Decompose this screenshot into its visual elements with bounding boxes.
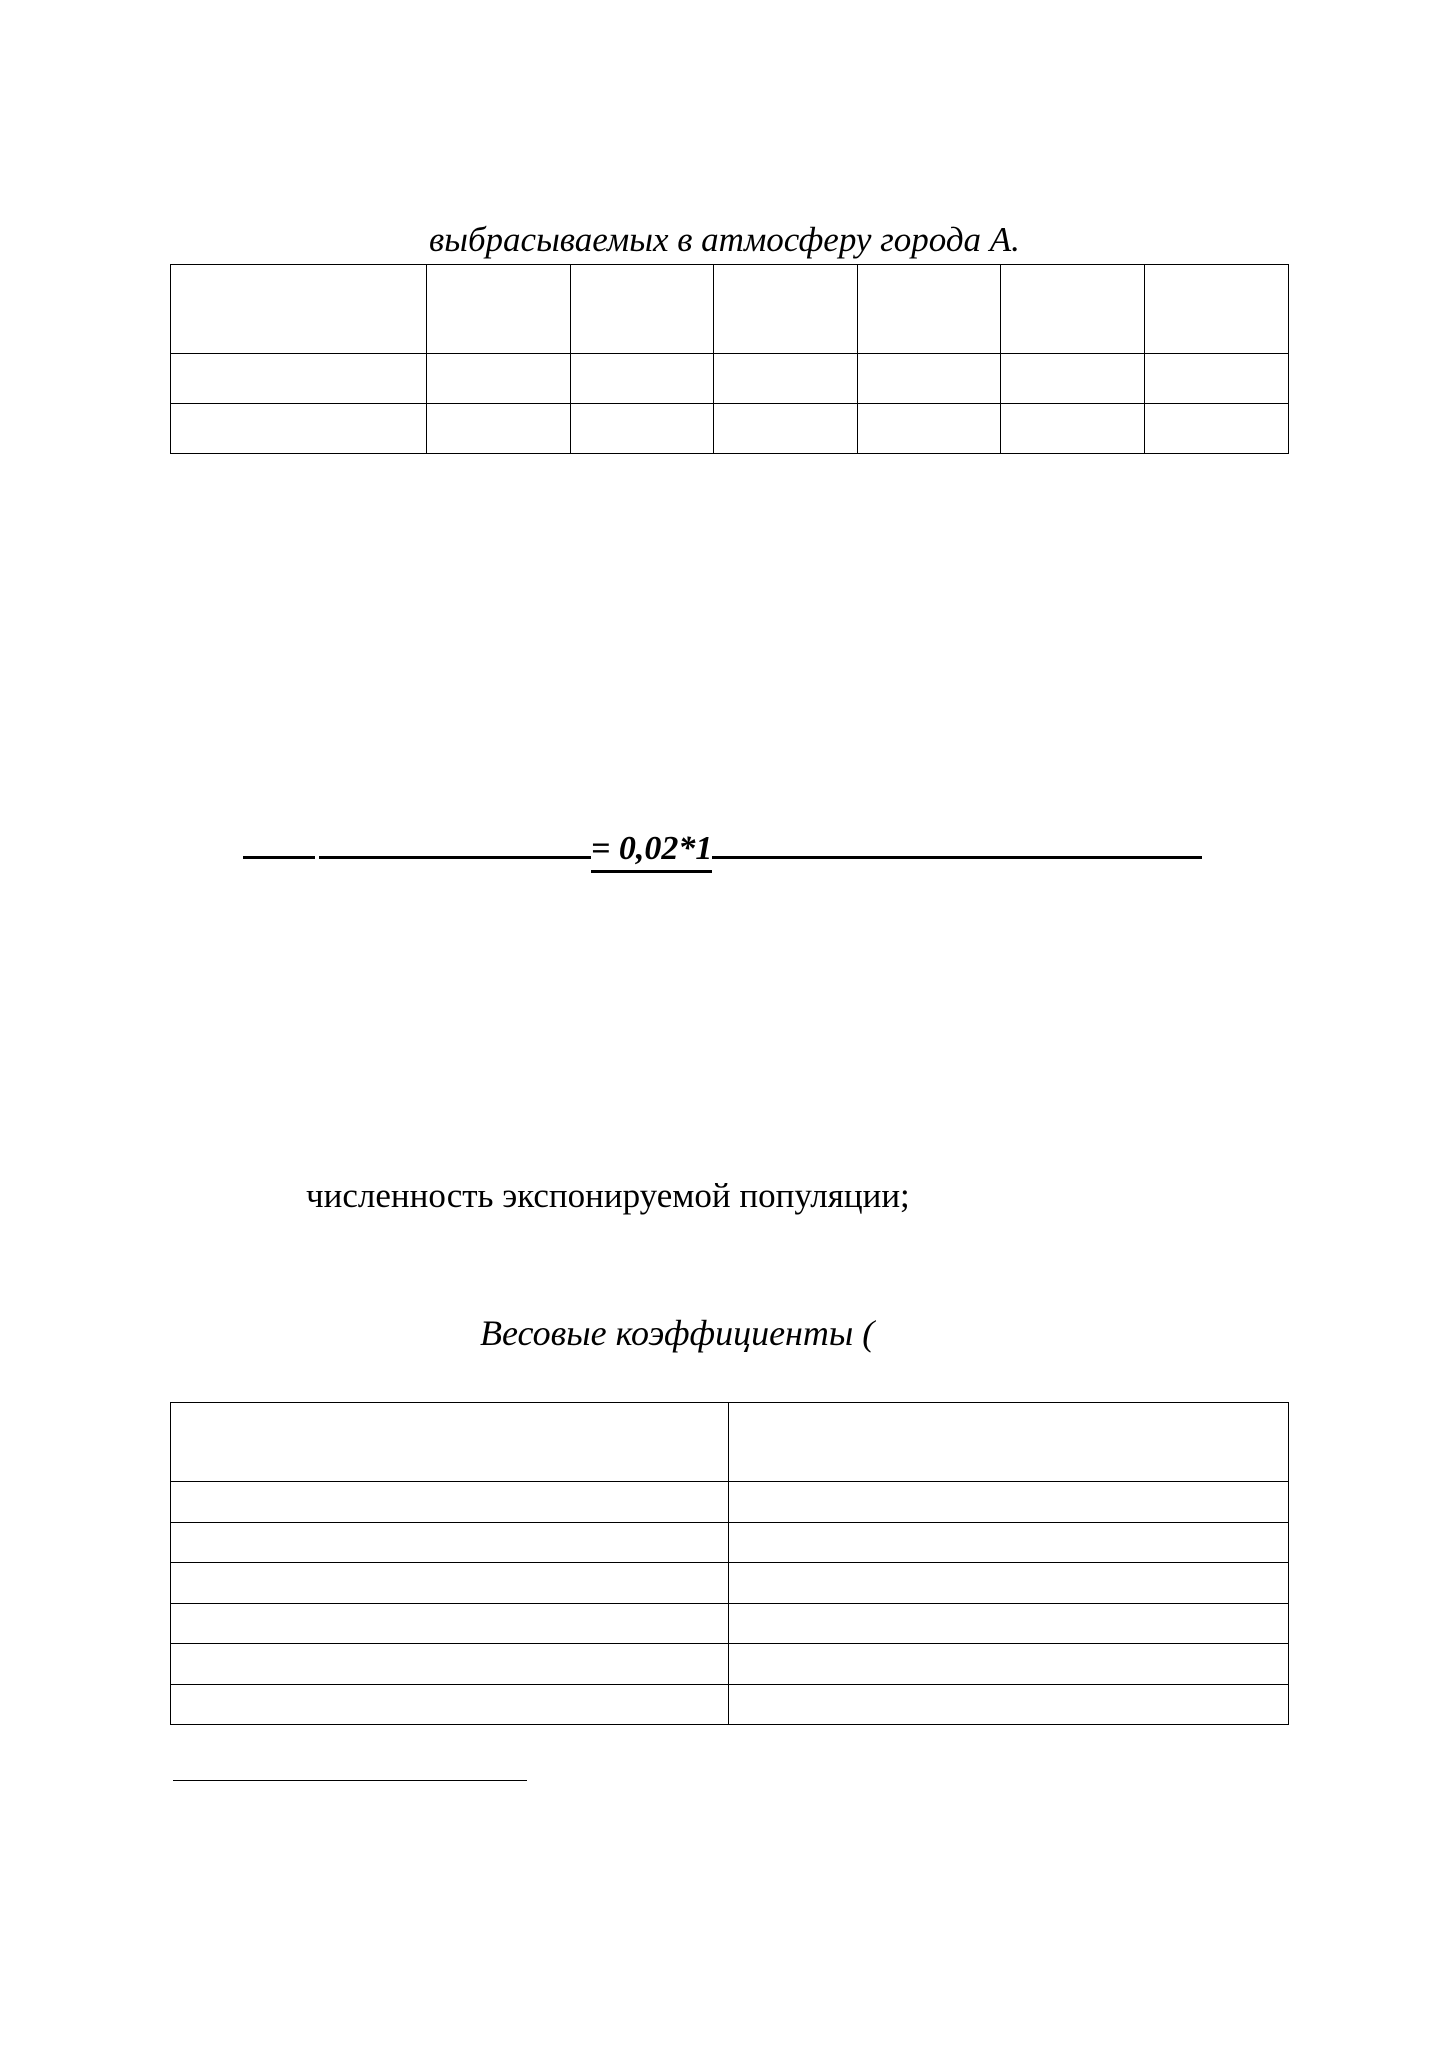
- table-row: [171, 404, 1289, 454]
- table-cell: [171, 354, 427, 404]
- table-cell: [171, 1603, 729, 1644]
- table-cell: [570, 404, 714, 454]
- table-2-caption: Весовые коэффициенты (: [480, 1313, 875, 1353]
- table-cell: [171, 1482, 729, 1523]
- table-cell: [714, 354, 858, 404]
- table-cell: [171, 1684, 729, 1725]
- table-cell: [729, 1644, 1289, 1685]
- formula-blank-3: [712, 816, 1202, 859]
- table-cell: [570, 265, 714, 354]
- table-cell: [1001, 354, 1145, 404]
- table-row: [171, 354, 1289, 404]
- table-cell: [427, 404, 571, 454]
- table-cell: [729, 1522, 1289, 1563]
- table-row: [171, 1603, 1289, 1644]
- table-row: [171, 1522, 1289, 1563]
- table-cell: [1001, 404, 1145, 454]
- emissions-table: [170, 264, 1289, 454]
- table-cell: [1144, 265, 1288, 354]
- table-cell: [1001, 265, 1145, 354]
- table-row: [171, 1644, 1289, 1685]
- table-cell: [171, 1522, 729, 1563]
- table-cell: [729, 1482, 1289, 1523]
- table-1-header-row: [171, 265, 1289, 354]
- table-cell: [1144, 354, 1288, 404]
- table-cell: [171, 1644, 729, 1685]
- table-cell: [729, 1563, 1289, 1604]
- footnote-separator: [173, 1780, 527, 1781]
- weight-coefficients-table: [170, 1402, 1289, 1725]
- table-cell: [1144, 404, 1288, 454]
- table-cell: [714, 404, 858, 454]
- table-cell: [171, 265, 427, 354]
- table-cell: [427, 354, 571, 404]
- table-cell: [171, 1403, 729, 1482]
- table-row: [171, 1563, 1289, 1604]
- table-cell: [729, 1684, 1289, 1725]
- formula-blank-2: [319, 816, 591, 859]
- table-1-caption: выбрасываемых в атмосферу города А.: [429, 220, 1020, 259]
- table-cell: [729, 1603, 1289, 1644]
- table-cell: [857, 265, 1001, 354]
- formula-expression: = 0,02*1: [591, 830, 712, 873]
- population-text: численность экспонируемой популяции;: [306, 1176, 910, 1215]
- table-cell: [171, 1563, 729, 1604]
- table-cell: [729, 1403, 1289, 1482]
- table-row: [171, 1482, 1289, 1523]
- formula-line: [243, 816, 1202, 873]
- table-cell: [857, 404, 1001, 454]
- table-cell: [570, 354, 714, 404]
- table-cell: [171, 404, 427, 454]
- table-row: [171, 1684, 1289, 1725]
- table-cell: [714, 265, 858, 354]
- formula-blank-1: [243, 816, 315, 859]
- table-2-header-row: [171, 1403, 1289, 1482]
- table-cell: [857, 354, 1001, 404]
- table-cell: [427, 265, 571, 354]
